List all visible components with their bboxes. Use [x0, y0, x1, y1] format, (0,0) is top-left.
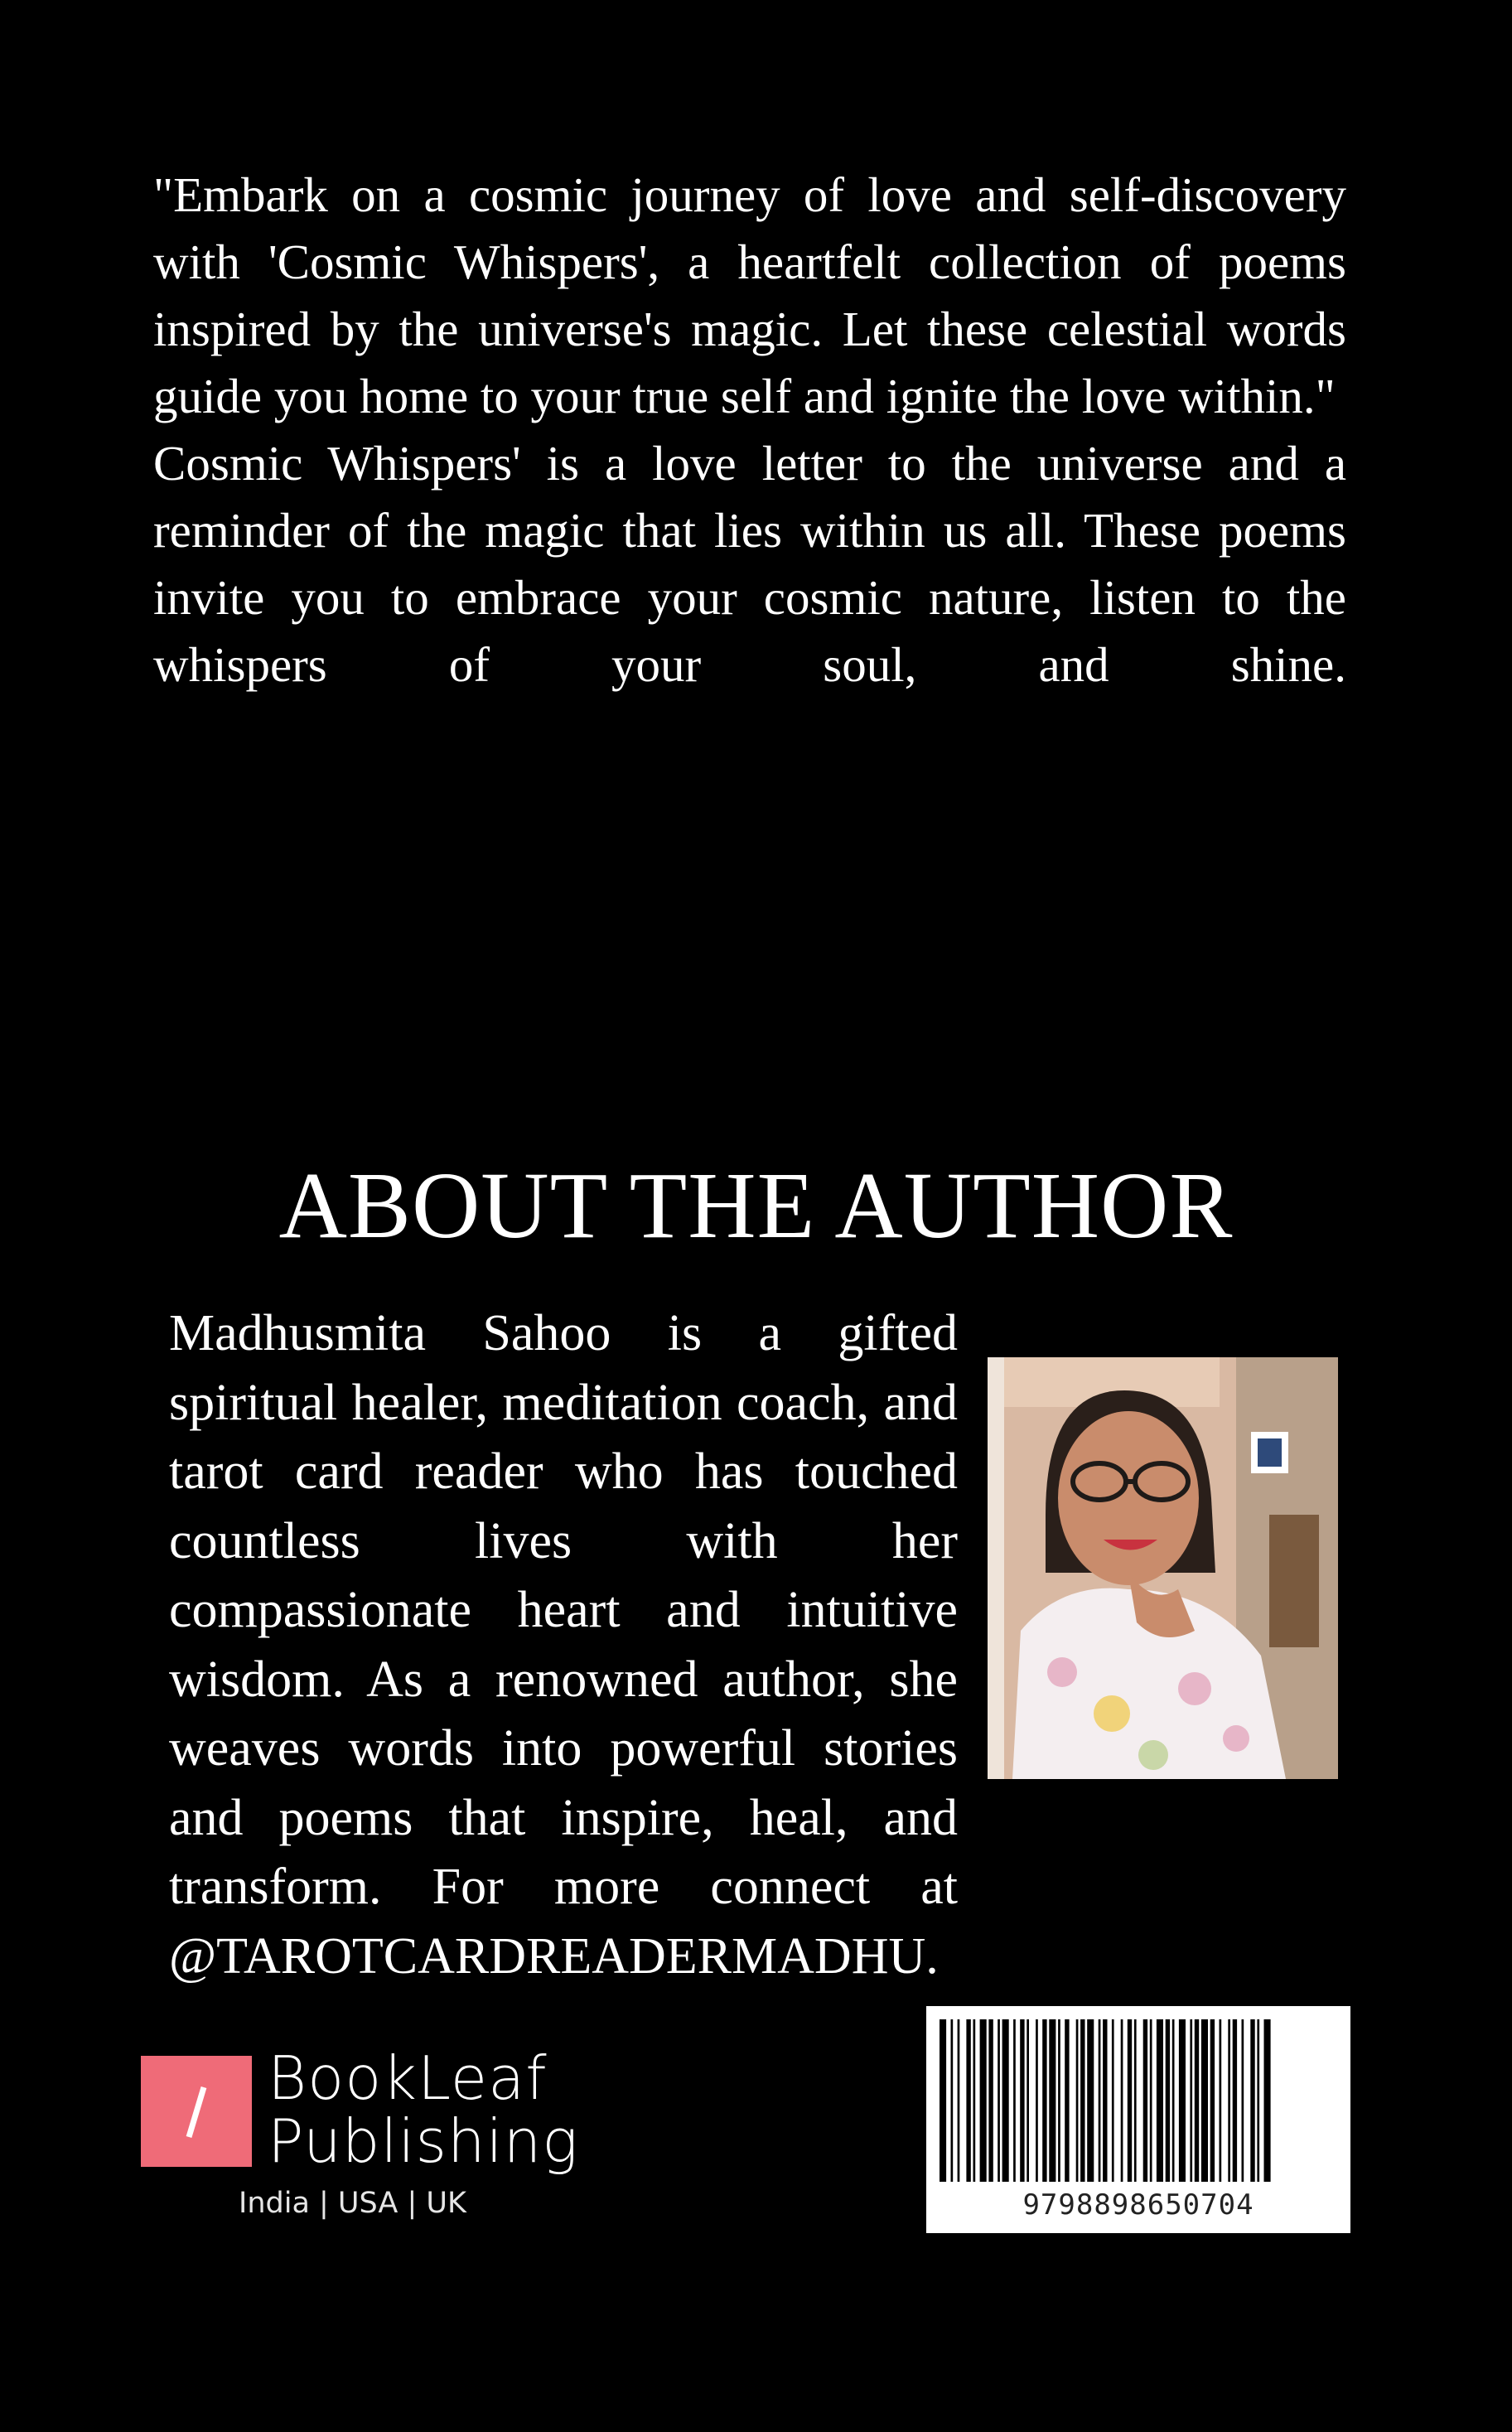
publisher-regions: India | USA | UK: [239, 2187, 466, 2220]
barcode-bar: [940, 2019, 946, 2182]
barcode-bar: [1157, 2019, 1163, 2182]
barcode-bar: [1210, 2019, 1215, 2182]
barcode-bar: [1065, 2019, 1069, 2182]
bookleaf-logo-mark: [141, 2056, 252, 2167]
barcode-bar: [1150, 2019, 1152, 2182]
barcode-bar: [1201, 2019, 1208, 2182]
slash-icon: [141, 2056, 252, 2167]
about-the-author-heading: ABOUT THE AUTHOR: [278, 1153, 1234, 1258]
barcode-bar: [1027, 2019, 1029, 2182]
barcode-bar: [1020, 2019, 1024, 2182]
author-portrait-image: [988, 1357, 1338, 1779]
barcode-bar: [1002, 2019, 1009, 2182]
isbn-number: 9798898650704: [1022, 2188, 1254, 2222]
barcode-bar: [998, 2019, 1000, 2182]
barcode-bar: [1013, 2019, 1016, 2182]
barcode-bar: [1233, 2019, 1237, 2182]
barcode-bar: [1121, 2019, 1123, 2182]
barcode-bar: [958, 2019, 960, 2182]
barcode-bar: [1190, 2019, 1192, 2182]
barcode-bar: [1143, 2019, 1147, 2182]
publisher-name-line-2: Publishing: [268, 2106, 579, 2176]
barcode-bar: [1042, 2019, 1046, 2182]
barcode-bar: [951, 2019, 954, 2182]
barcode-bar: [1172, 2019, 1175, 2182]
barcode-bar: [1228, 2019, 1230, 2182]
barcode-bar: [1250, 2019, 1254, 2182]
barcode-bar: [980, 2019, 987, 2182]
publisher-name: [268, 2043, 579, 2176]
barcode-bar: [973, 2019, 976, 2182]
barcode-bar: [1058, 2019, 1060, 2182]
barcode-bar: [1134, 2019, 1137, 2182]
barcode-bar: [1076, 2019, 1079, 2182]
barcode-bar: [1036, 2019, 1038, 2182]
barcode-bar: [1103, 2019, 1107, 2182]
barcode-bar: [966, 2019, 970, 2182]
barcode-bar: [1195, 2019, 1199, 2182]
barcode-bar: [1257, 2019, 1259, 2182]
barcode-bar: [988, 2019, 993, 2182]
isbn-barcode: [926, 2006, 1350, 2233]
barcode-bar: [1080, 2019, 1084, 2182]
publisher-name-line-1: BookLeaf: [268, 2043, 548, 2113]
book-blurb: [153, 162, 1346, 699]
blurb-paragraph-1: "Embark on a cosmic journey of love and self-discovery with 'Cosmic Whispers', a heartfelt collection of poems inspired by the universe's magic. Let these celestial words guide you home to your true self and ignite the love within.": [153, 167, 1346, 423]
barcode-bar: [1179, 2019, 1186, 2182]
barcode-bar: [1112, 2019, 1114, 2182]
barcode-bar: [1087, 2019, 1094, 2182]
barcode-bar: [1264, 2019, 1271, 2182]
barcode-bar: [1220, 2019, 1222, 2182]
barcode-bar: [1128, 2019, 1132, 2182]
barcode-bar: [1099, 2019, 1101, 2182]
author-bio: Madhusmita Sahoo is a gifted spiritual healer, meditation coach, and tarot card reader who has touched countless lives with her compassionate heart and intuitive wisdom. As a renowned author, she weaves words into powerful stories and poems that inspire, heal, and transform. For more connect at @TAROTCARDREADERMADHU.: [169, 1305, 958, 1985]
barcode-bar: [1166, 2019, 1170, 2182]
barcode-bar: [1242, 2019, 1244, 2182]
barcode-bar: [1049, 2019, 1056, 2182]
author-photo: [988, 1357, 1338, 1779]
blurb-paragraph-2: Cosmic Whispers' is a love letter to the universe and a reminder of the magic that lies within us all. These poems invite you to embrace your cosmic nature, listen to the whispers of your soul, and shine.: [153, 436, 1346, 692]
